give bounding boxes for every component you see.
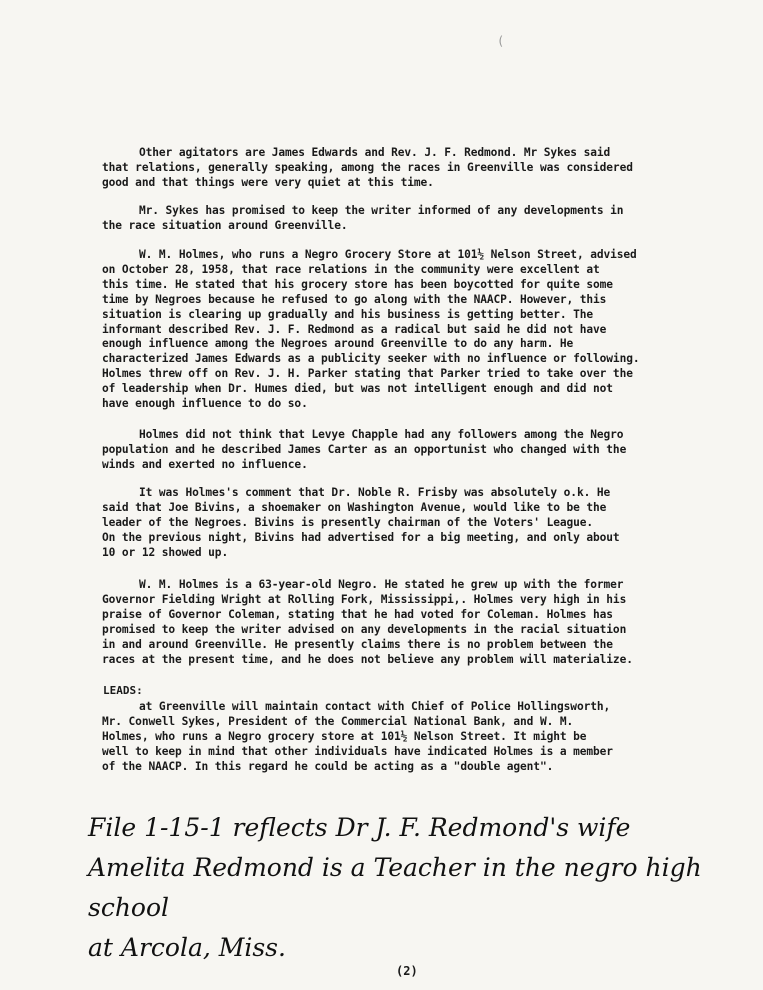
handwritten-note: File 1-15-1 reflects Dr J. F. Redmond's wife Amelita Redmond is a Teacher in the negro high school at Arcola, Miss. [88,813,702,962]
paragraph-sykes-promise: Mr. Sykes has promised to keep the writer informed of any developments in the race situation around Greenville. [102,204,624,232]
paragraph-chapple-carter: Holmes did not think that Levye Chapple had any followers among the Negro population and he described James Carter as an opportunist who changed with the winds and exerted no influence. [102,428,627,471]
page-number: (2) [396,964,418,978]
paragraph-holmes-background: W. M. Holmes is a 63-year-old Negro. He stated he grew up with the former Governor Fielding Wright at Rolling Fork, Mississippi,. Holmes very high in his praise of Governor Coleman, stating that he had voted for Coleman. Holmes has promised to keep the writer advised on any developments in the racial situation in and around Greenville. He presently claims there is no problem between the races at the present time, and he does not believe any problem will materialize. [102,578,633,666]
paragraph-frisby-bivins: It was Holmes's comment that Dr. Noble R. Frisby was absolutely o.k. He said that Joe Bivins, a shoemaker on Washington Avenue, would like to be the leader of the Negroes. Bivins is presently chairman of the Voters' League. On the previous night, Bivins had advertised for a big meeting, and only about 10 or 12 showed up. [102,486,620,559]
paragraph-holmes-grocery: W. M. Holmes, who runs a Negro Grocery Store at 101½ Nelson Street, advised on October 28, 1958, that race relations in the community were excellent at this time. He stated that his grocery store has been boycotted for quite some time by Negroes because he refused to go along with the NAACP. However, this situation is clearing up gradually and his business is getting better. The informant described Rev. J. F. Redmond as a radical but said he did not have enough influence among the Negroes around Greenville to do any harm. He characterized James Edwards as a publicity seeker with no influence or following. Holmes threw off on Rev. J. H. Parker stating that Parker tried to take over the of leadership when Dr. Humes died, but was not intelligent enough and did not have enough influence to do so. [102,248,640,411]
scan-speck: ( [497,34,505,48]
leads-heading: LEADS: [103,684,143,697]
leads-paragraph: at Greenville will maintain contact with Chief of Police Hollingsworth, Mr. Conwell Sykes, President of the Commercial National Bank, and W. M. Holmes, who runs a Negro grocery store at 101½ Nelson Street. It might be well to keep in mind that other individuals have indicated Holmes is a member of the NAACP. In this regard he could be acting as a "double agent". [102,700,613,773]
paragraph-agitators: Other agitators are James Edwards and Rev. J. F. Redmond. Mr Sykes said that relations, generally speaking, among the races in Greenville was considered good and that things were very quiet at this time. [102,146,633,189]
